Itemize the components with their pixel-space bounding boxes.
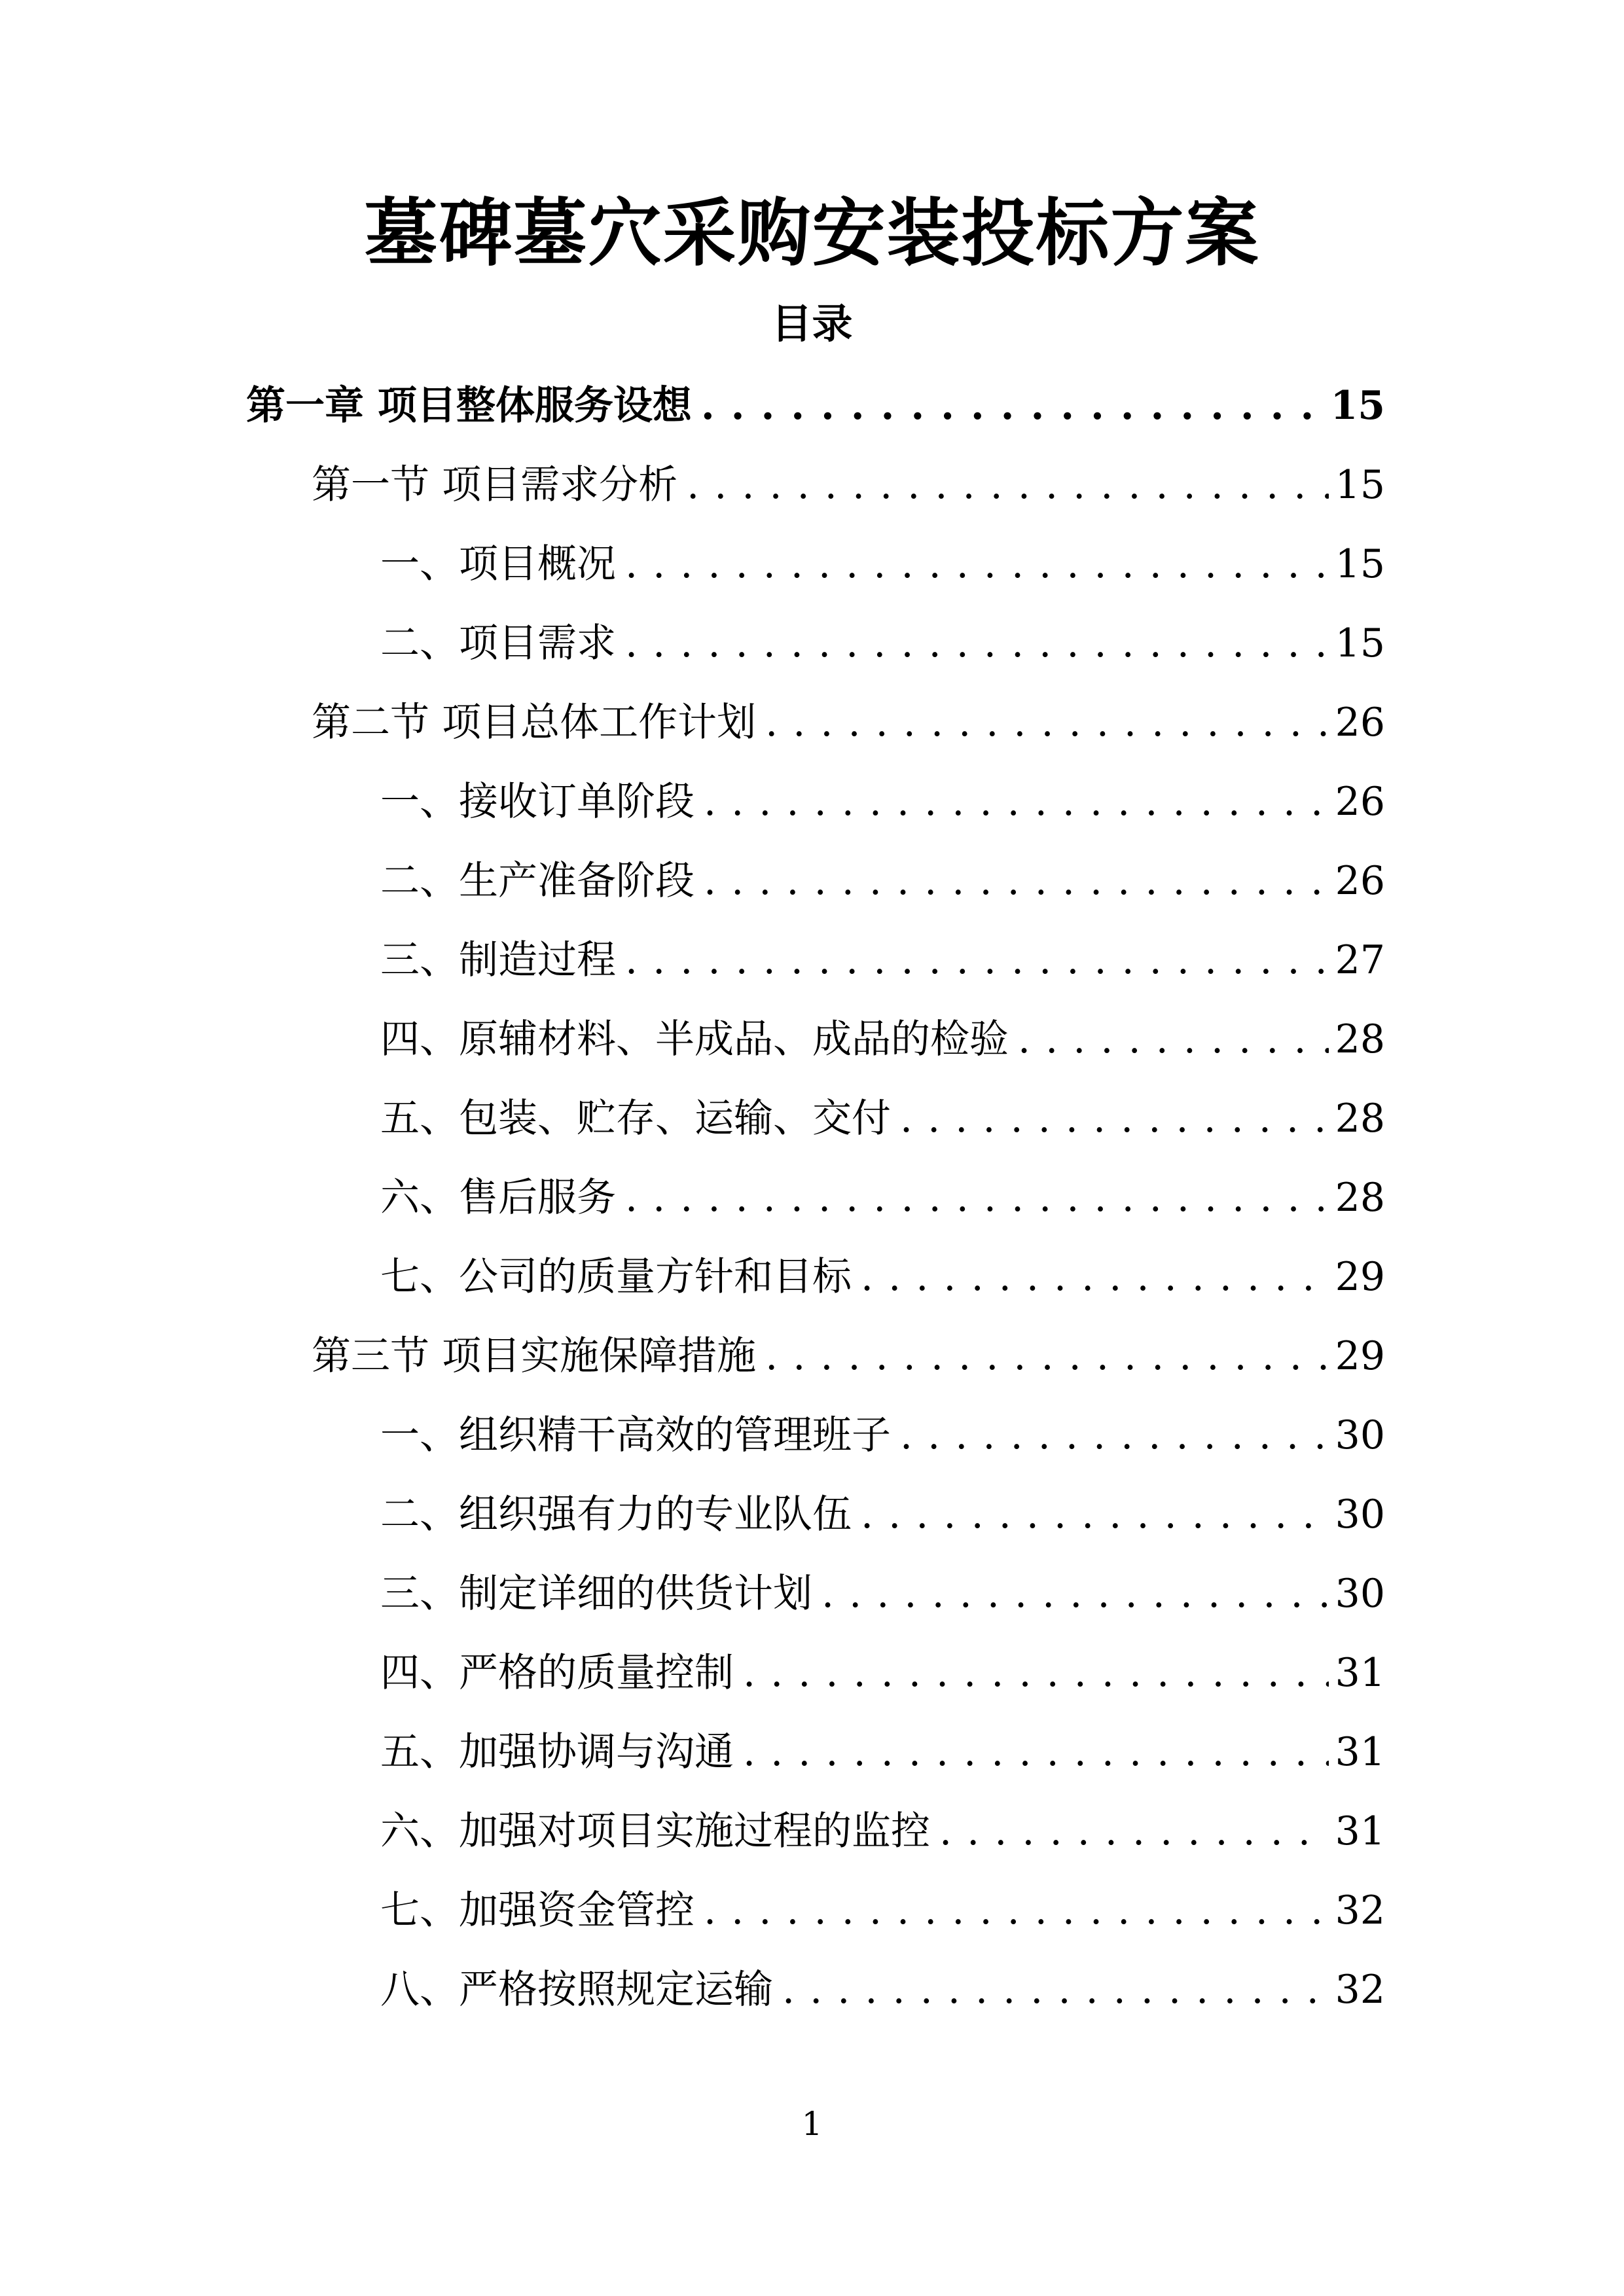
toc-entry-label: 二、项目需求 xyxy=(380,620,616,666)
toc-entry-label: 七、公司的质量方针和目标 xyxy=(380,1254,852,1300)
toc-entry-page: 15 xyxy=(1335,620,1385,666)
toc-entry-label: 一、接收订单阶段 xyxy=(380,779,695,825)
toc-dot-leader xyxy=(704,842,1329,921)
toc-entry[interactable] xyxy=(246,1079,1385,1158)
toc-dot-leader xyxy=(743,1634,1329,1713)
toc-dot-leader xyxy=(900,1079,1329,1158)
toc-dot-leader xyxy=(765,1317,1329,1396)
toc-entry[interactable] xyxy=(246,762,1385,842)
toc-entry[interactable] xyxy=(246,921,1385,1000)
toc-entry-page: 31 xyxy=(1335,1650,1385,1696)
toc-entry-page: 15 xyxy=(1330,383,1385,429)
toc-entry[interactable] xyxy=(246,367,1385,446)
toc-entry-label: 三、制造过程 xyxy=(380,937,616,983)
toc-entry-page: 31 xyxy=(1335,1808,1385,1854)
toc-entry-page: 32 xyxy=(1335,1967,1385,2013)
toc-dot-leader xyxy=(704,1871,1329,1950)
toc-entry-label: 二、组织强有力的专业队伍 xyxy=(380,1492,852,1537)
toc-entry-page: 28 xyxy=(1335,1096,1385,1141)
toc-dot-leader xyxy=(625,525,1329,604)
toc-entry-label: 六、加强对项目实施过程的监控 xyxy=(380,1808,930,1854)
toc-entry-label: 一、项目概况 xyxy=(380,541,616,587)
toc-entry-page: 29 xyxy=(1335,1254,1385,1300)
toc-entry-page: 30 xyxy=(1335,1412,1385,1458)
toc-dot-leader xyxy=(782,1950,1329,2030)
toc-entry[interactable] xyxy=(246,1158,1385,1238)
table-of-contents xyxy=(246,367,1385,2030)
toc-entry-label: 第一节 项目需求分析 xyxy=(312,462,678,508)
toc-entry-label: 五、包装、贮存、运输、交付 xyxy=(380,1096,891,1141)
toc-entry[interactable] xyxy=(246,842,1385,921)
toc-entry[interactable] xyxy=(246,525,1385,604)
toc-entry-page: 30 xyxy=(1335,1492,1385,1537)
toc-dot-leader xyxy=(625,921,1329,1000)
toc-entry[interactable] xyxy=(246,1554,1385,1634)
toc-entry-label: 第二节 项目总体工作计划 xyxy=(312,700,757,745)
toc-dot-leader xyxy=(821,1554,1329,1634)
toc-entry-page: 31 xyxy=(1335,1729,1385,1775)
toc-dot-leader xyxy=(701,367,1324,446)
toc-entry-page: 30 xyxy=(1335,1571,1385,1617)
toc-entry[interactable] xyxy=(246,1871,1385,1950)
toc-entry-page: 28 xyxy=(1335,1016,1385,1062)
toc-entry[interactable] xyxy=(246,1634,1385,1713)
page-number: 1 xyxy=(801,2105,823,2143)
toc-entry-label: 第三节 项目实施保障措施 xyxy=(312,1333,757,1379)
toc-entry[interactable] xyxy=(246,1396,1385,1475)
toc-entry[interactable] xyxy=(246,1475,1385,1554)
toc-entry-label: 五、加强协调与沟通 xyxy=(380,1729,734,1775)
toc-dot-leader xyxy=(704,762,1329,842)
toc-entry-label: 六、售后服务 xyxy=(380,1175,616,1221)
toc-entry-label: 一、组织精干高效的管理班子 xyxy=(380,1412,891,1458)
toc-entry[interactable] xyxy=(246,1713,1385,1792)
toc-entry-page: 26 xyxy=(1335,858,1385,904)
toc-dot-leader xyxy=(1018,1000,1329,1079)
document-title: 墓碑墓穴采购安装投标方案 xyxy=(364,190,1260,276)
toc-entry-label: 二、生产准备阶段 xyxy=(380,858,695,904)
toc-entry-label: 八、严格按照规定运输 xyxy=(380,1967,773,2013)
toc-entry-page: 28 xyxy=(1335,1175,1385,1221)
toc-dot-leader xyxy=(743,1713,1329,1792)
toc-entry[interactable] xyxy=(246,1950,1385,2030)
toc-dot-leader xyxy=(765,683,1329,762)
toc-dot-leader xyxy=(861,1475,1329,1554)
toc-entry[interactable] xyxy=(246,683,1385,762)
toc-entry-label: 三、制定详细的供货计划 xyxy=(380,1571,812,1617)
toc-entry-page: 27 xyxy=(1335,937,1385,983)
toc-entry-page: 26 xyxy=(1335,700,1385,745)
toc-entry-label: 四、严格的质量控制 xyxy=(380,1650,734,1696)
toc-entry-label: 四、原辅材料、半成品、成品的检验 xyxy=(380,1016,1009,1062)
toc-entry[interactable] xyxy=(246,1000,1385,1079)
toc-entry-page: 15 xyxy=(1335,462,1385,508)
toc-entry-page: 32 xyxy=(1335,1888,1385,1933)
toc-dot-leader xyxy=(625,1158,1329,1238)
toc-entry-label: 第一章 项目整体服务设想 xyxy=(246,383,692,429)
toc-heading: 目录 xyxy=(771,300,853,348)
toc-entry[interactable] xyxy=(246,1238,1385,1317)
toc-entry[interactable] xyxy=(246,604,1385,683)
toc-dot-leader xyxy=(900,1396,1329,1475)
toc-entry-page: 15 xyxy=(1335,541,1385,587)
toc-entry[interactable] xyxy=(246,1317,1385,1396)
toc-entry-label: 七、加强资金管控 xyxy=(380,1888,695,1933)
toc-dot-leader xyxy=(687,446,1329,525)
toc-entry-page: 26 xyxy=(1335,779,1385,825)
toc-dot-leader xyxy=(625,604,1329,683)
toc-entry-page: 29 xyxy=(1335,1333,1385,1379)
toc-dot-leader xyxy=(861,1238,1329,1317)
toc-dot-leader xyxy=(939,1792,1329,1871)
toc-entry[interactable] xyxy=(246,446,1385,525)
toc-entry[interactable] xyxy=(246,1792,1385,1871)
